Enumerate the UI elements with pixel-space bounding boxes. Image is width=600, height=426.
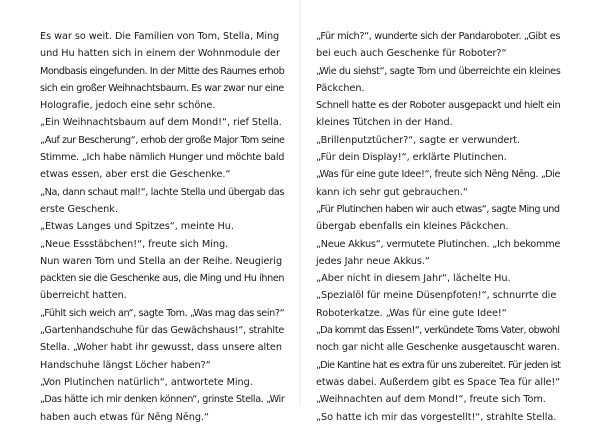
text-line: kleines Tütchen in der Hand. [316, 117, 453, 129]
text-line: kann ich sehr gut gebrauchen.“ [316, 186, 468, 198]
text-line: „Weihnachten auf dem Mond!“, freute sich Tom. [316, 394, 546, 406]
text-line: Mondbasis eingefunden. In der Mitte des Raumes erhob [40, 65, 285, 77]
text-line: „Na, dann schaut mal!“, lachte Stella und übergab das [40, 186, 285, 198]
text-line: „Aber nicht in diesem Jahr“, lächelte Hu. [316, 273, 511, 285]
right-page-text [316, 28, 560, 426]
text-line: überreicht hatten. [40, 290, 127, 302]
text-line: „Neue Akkus“, vermutete Plutinchen. „Ich bekomme [316, 238, 561, 250]
text-line: sich ein großer Weihnachtsbaum. Es war zwar nur eine [40, 82, 284, 94]
text-line: erste Geschenk. [40, 203, 118, 215]
left-page-text [40, 28, 284, 426]
text-line: etwas dabei. Außerdem gibt es Space Tea für alle!“ [316, 376, 561, 388]
text-line: „Das hätte ich mir denken können“, grinste Stella. „Wir [40, 394, 285, 406]
text-line: „Die Kantine hat es extra für uns zubereitet. Für jeden ist [316, 359, 561, 371]
text-line: Roboterkatze. „Was für eine gute Idee!“ [316, 307, 507, 319]
text-line: Handschuhe längst Löcher haben?“ [40, 359, 211, 371]
text-line: „Neue Essstäbchen!“, freute sich Ming. [40, 238, 229, 250]
text-line: „Etwas Langes und Spitzes“, meinte Hu. [40, 221, 234, 233]
text-line: „Was für eine gute Idee!“, freute sich Nēng Nēng. „Die [316, 169, 561, 181]
text-line: „Brillenputztücher?“, sagte er verwundert. [316, 134, 521, 146]
text-line: und Hu hatten sich in einem der Wohnmodule der [40, 48, 280, 60]
text-line: Päckchen. [316, 82, 365, 94]
text-line: „Gartenhandschuhe für das Gewächshaus!“, strahlte [40, 325, 285, 337]
text-line: „Für mich?“, wunderte sich der Pandaroboter. „Gibt es [316, 31, 561, 42]
text-line: „Ein Weihnachtsbaum auf dem Mond!“, rief Stella. [40, 117, 282, 129]
text-line: etwas essen, aber erst die Geschenke.“ [40, 169, 231, 181]
text-line: „Wie du siehst“, sagte Tom und überreichte ein kleines [316, 65, 561, 77]
text-line: „Spezialöl für meine Düsenpfoten!“, schnurrte die [316, 290, 557, 302]
text-line: Holografie, jedoch eine sehr schöne. [40, 100, 216, 112]
text-line: haben auch etwas für Nēng Nēng.“ [40, 411, 209, 423]
text-line: Stimme. „Ich habe nämlich Hunger und möchte bald [40, 152, 285, 164]
text-line: Schnell hatte es der Roboter ausgepackt und hielt ein [316, 100, 561, 112]
text-line: übergab ebenfalls ein kleines Päckchen. [316, 221, 509, 233]
text-line: Stella. „Woher habt ihr gewusst, dass unsere alten [40, 342, 282, 354]
text-line: „Für Plutinchen haben wir auch etwas“, sagte Ming und [316, 203, 560, 215]
text-line: Nun waren Tom und Stella an der Reihe. Neugierig [40, 255, 283, 267]
text-line: „Auf zur Bescherung“, erhob der große Major Tom seine [40, 134, 285, 146]
text-line: „Da kommt das Essen!“, verkündete Toms Vater, obwohl [316, 325, 560, 337]
text-line: noch gar nicht alle Geschenke ausgetauscht waren. [316, 342, 560, 354]
text-line: „Von Plutinchen natürlich“, antwortete Ming. [40, 376, 253, 388]
text-line: bei euch auch Geschenke für Roboter?“ [316, 48, 507, 60]
text-line: jedes Jahr neue Akkus.“ [316, 255, 430, 267]
page-gutter [299, 0, 301, 406]
text-line: „Für dein Display!“, erklärte Plutinchen. [316, 152, 507, 164]
text-line: Es war so weit. Die Familien von Tom, Stella, Ming [40, 31, 280, 42]
text-line: „So hatte ich mir das vorgestellt!“, strahlte Stella. [316, 411, 557, 423]
text-line: packten sie die Geschenke aus, die Ming und Hu ihnen [40, 273, 285, 285]
text-line: „Fühlt sich weich an“, sagte Tom. „Was mag das sein?“ [40, 307, 285, 319]
